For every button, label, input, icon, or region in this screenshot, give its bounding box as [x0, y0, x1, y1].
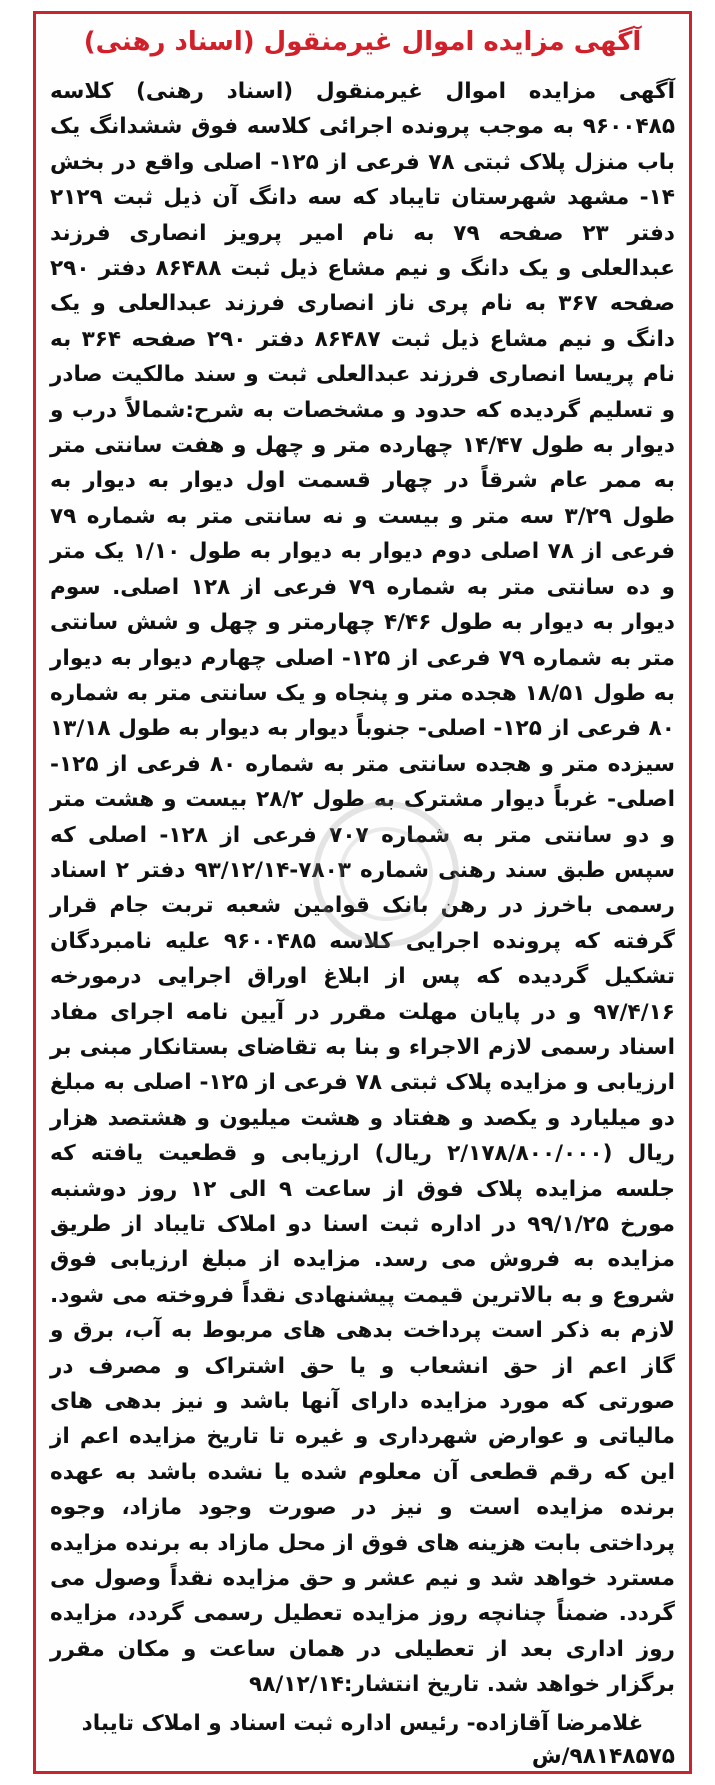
notice-title: آگهی مزایده اموال غیرمنقول (اسناد رهنی) [83, 27, 642, 57]
notice-body: آگهی مزایده اموال غیرمنقول (اسناد رهنی) کلاسه ۹۶۰۰۴۸۵ به موجب پرونده اجرائی کلاسه فوق ششدانگ یک باب منزل پلاک ثبتی ۷۸ فرعی از ۱۲۵- اصلی واقع در بخش ۱۴- مشهد شهرستان تایباد که سه دانگ آن ذیل ثبت ۲۱۲۹ دفتر ۲۳ صفحه ۷۹ به نام امیر پرویز انصاری فرزند عبدالعلی و یک دانگ و نیم مشاع ذیل ثبت ۸۶۴۸۸ دفتر ۲۹۰ صفحه ۳۶۷ به نام پری ناز انصاری فرزند عبدالعلی و یک دانگ و نیم مشاع ذیل ثبت ۸۶۴۸۷ دفتر ۲۹۰ صفحه ۳۶۴ به نام پریسا انصاری فرزند عبدالعلی ثبت و سند مالکیت صادر و تسلیم گردیده که حدود و مشخصات به شرح:شمالاً درب و دیوار به طول ۱۴/۴۷ چهارده متر و چهل و هفت سانتی متر به ممر عام شرقاً در چهار قسمت اول دیوار به دیوار به طول ۳/۲۹ سه متر و بیست و نه سانتی متر به شماره ۷۹ فرعی از ۷۸ اصلی دوم دیوار به دیوار به طول ۱/۱۰ یک متر و ده سانتی متر به شماره ۷۹ فرعی از ۱۲۸ اصلی. سوم دیوار به دیوار به طول ۴/۴۶ چهارمتر و چهل و شش سانتی متر به شماره ۷۹ فرعی از ۱۲۵- اصلی چهارم دیوار به دیوار به طول ۱۸/۵۱ هجده متر و پنجاه و یک سانتی متر به شماره ۸۰ فرعی از ۱۲۵- اصلی- جنوباً دیوار به دیوار به طول ۱۳/۱۸ سیزده متر و هجده سانتی متر به شماره ۸۰ فرعی از ۱۲۵- اصلی- غرباً دیوار مشترک به طول ۲۸/۲ بیست و هشت متر و دو سانتی متر به شماره ۷۰۷ فرعی از ۱۲۸- اصلی که سپس طبق سند رهنی شماره ۷۸۰۳-۹۳/۱۲/۱۴ دفتر ۲ اسناد رسمی باخرز در رهن بانک قوامین شعبه تربت جام قرار گرفته که پرونده اجرایی کلاسه ۹۶۰۰۴۸۵ علیه نامبردگان تشکیل گردیده که پس از ابلاغ اوراق اجرایی درمورخه ۹۷/۴/۱۶ و در پایان مهلت مقرر در آیین نامه اجرای مفاد اسناد رسمی لازم الاجراء و بنا به تقاضای بستانکار مبنی بر ارزیابی و مزایده پلاک ثبتی ۷۸ فرعی از ۱۲۵- اصلی به مبلغ دو میلیارد و یکصد و هفتاد و هشت میلیون و هشتصد هزار ریال (۲/۱۷۸/۸۰۰/۰۰۰ ریال) ارزیابی و قطعیت یافته که جلسه مزایده پلاک فوق از ساعت ۹ الی ۱۲ روز دوشنبه مورخ ۹۹/۱/۲۵ در اداره ثبت اسنا دو املاک تایباد از طریق مزایده به فروش می رسد. مزایده از مبلغ ارزیابی فوق شروع و به بالاترین قیمت پیشنهادی نقداً فروخته می شود. لازم به ذکر است پرداخت بدهی های مربوط به آب، برق و گاز اعم از حق انشعاب و یا حق اشتراک و مصرف در صورتی که مورد مزایده دارای آنها باشد و نیز بدهی های مالیاتی و عوارض شهرداری و غیره تا تاریخ مزایده اعم از این که رقم قطعی آن معلوم شده یا نشده باشد به عهده برنده مزایده است و نیز در صورت وجود مازاد، وجوه پرداختی بابت هزینه های فوق از محل مازاد به برنده مزایده مسترد خواهد شد و نیم عشر و حق مزایده نقداً وصول می گردد. ضمناً چنانچه روز مزایده تعطیل رسمی گردد، مزایده روز اداری بعد از تعطیلی در همان ساعت و مکان مقرر برگزار خواهد شد. تاریخ انتشار:۹۸/۱۲/۱۴ [50, 79, 676, 1698]
notice-code: ۹۸۱۴۸۵۷۵/ش [531, 1743, 675, 1769]
notice-signature: غلامرضا آقازاده- رئیس اداره ثبت اسناد و املاک تایباد [81, 1710, 644, 1736]
notice-frame [33, 11, 692, 1774]
